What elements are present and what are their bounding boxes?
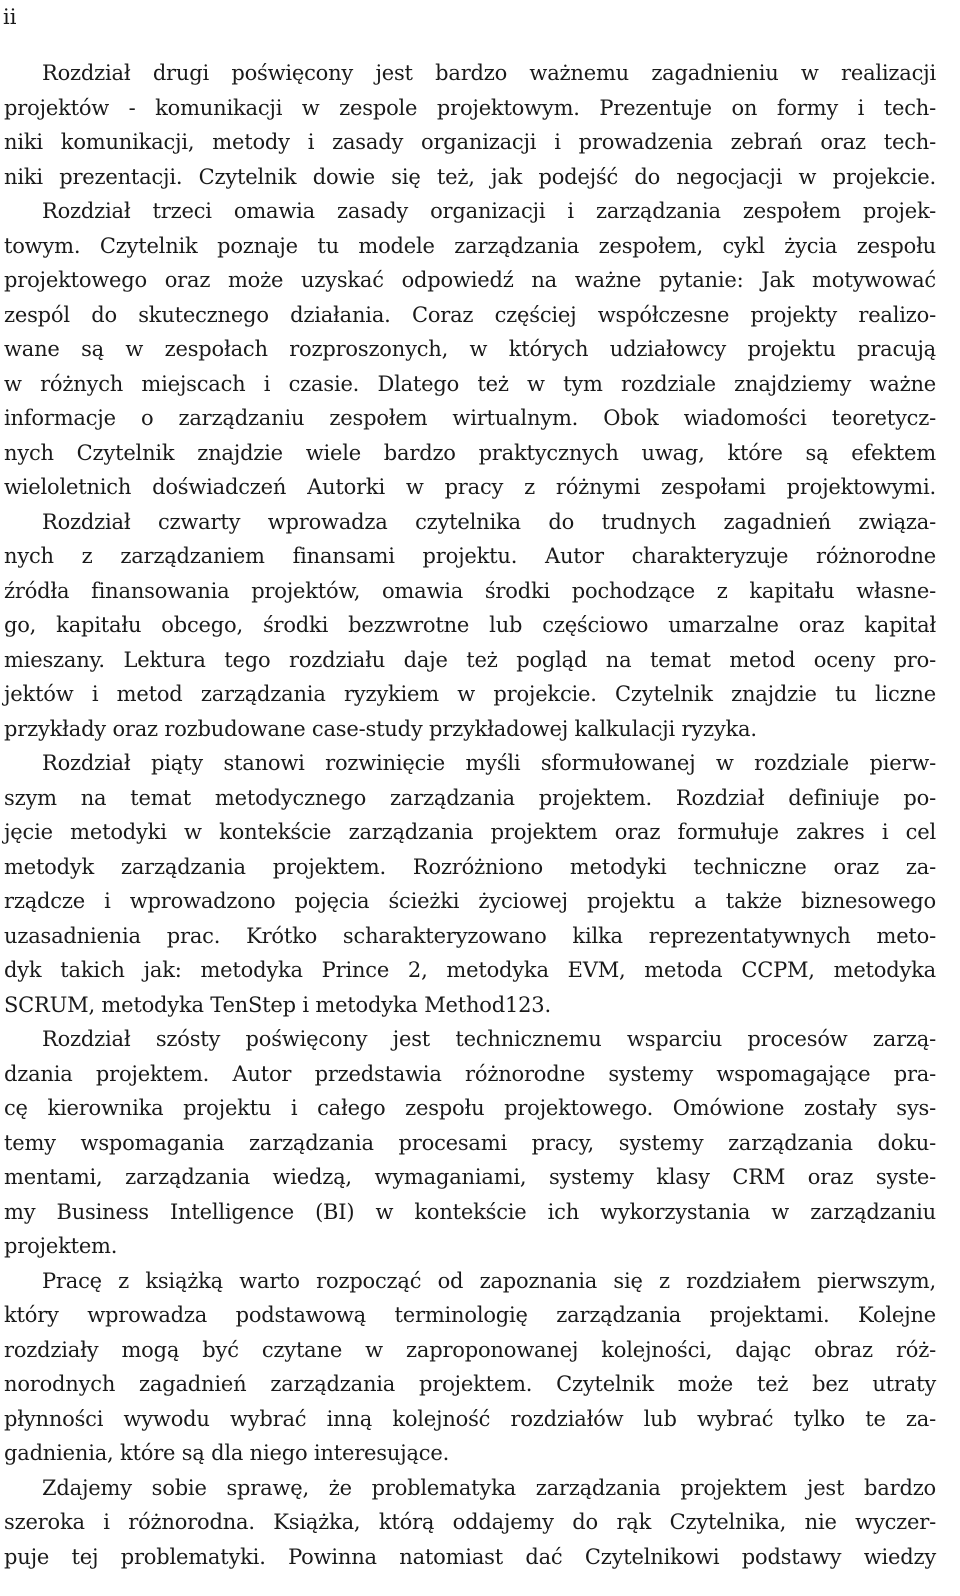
- text-line: Rozdział trzeci omawia zasady organizacji i zarządzania zespołem projek-: [42, 199, 936, 223]
- text-line: który wprowadza podstawową terminologię zarządzania projektami. Kolejne: [4, 1303, 936, 1327]
- text-line: rozdziały mogą być czytane w zaproponowanej kolejności, dając obraz róż-: [4, 1337, 936, 1362]
- page-number: ii: [3, 5, 17, 29]
- text-line: cę kierownika projektu i całego zespołu projektowego. Omówione zostały sys-: [4, 1096, 936, 1120]
- text-line: informacje o zarządzaniu zespołem wirtualnym. Obok wiadomości teoretycz-: [4, 406, 936, 430]
- text-line: płynności wywodu wybrać inną kolejność rozdziałów lub wybrać tylko te za-: [4, 1406, 936, 1431]
- paragraph-closing: [4, 1471, 936, 1575]
- text-line: towym. Czytelnik poznaje tu modele zarządzania zespołem, cykl życia zespołu: [4, 233, 936, 258]
- text-line: Rozdział drugi poświęcony jest bardzo ważnemu zagadnieniu w realizacji: [42, 61, 936, 85]
- paragraph-chapter-5: [4, 746, 936, 1022]
- text-line: Rozdział szósty poświęcony jest technicznemu wsparciu procesów zarzą-: [42, 1027, 936, 1051]
- text-line: jęcie metodyki w kontekście zarządzania projektem oraz formułuje zakres i cel: [4, 820, 936, 844]
- text-line: my Business Intelligence (BI) w kontekście ich wykorzystania w zarządzaniu: [4, 1199, 936, 1224]
- text-line: Zdajemy sobie sprawę, że problematyka zarządzania projektem jest bardzo: [42, 1475, 936, 1500]
- text-line: źródła finansowania projektów, omawia środki pochodzące z kapitału własne-: [4, 578, 936, 603]
- paragraph-chapter-2: [4, 56, 936, 194]
- text-line: dzania projektem. Autor przedstawia różnorodne systemy wspomagające pra-: [4, 1061, 936, 1086]
- text-line: Pracę z książką warto rozpocząć od zapoznania się z rozdziałem pierwszym,: [42, 1268, 936, 1293]
- text-line: Rozdział piąty stanowi rozwinięcie myśli sformułowanej w rozdziale pierw-: [42, 751, 936, 775]
- text-line: przykłady oraz rozbudowane case-study przykładowej kalkulacji ryzyka.: [4, 716, 757, 741]
- text-line: mieszany. Lektura tego rozdziału daje też pogląd na temat metod oceny pro-: [4, 647, 936, 672]
- text-line: wane są w zespołach rozproszonych, w których udziałowcy projektu pracują: [4, 337, 936, 361]
- text-line: uzasadnienia prac. Krótko scharakteryzowano kilka reprezentatywnych meto-: [4, 923, 936, 948]
- text-line: projektowego oraz może uzyskać odpowiedź na ważne pytanie: Jak motywować: [4, 268, 936, 292]
- text-line: szym na temat metodycznego zarządzania projektem. Rozdział definiuje po-: [4, 785, 936, 810]
- paragraph-reading-advice: [4, 1264, 936, 1471]
- text-line: niki komunikacji, metody i zasady organizacji i prowadzenia zebrań oraz tech-: [4, 130, 936, 154]
- paragraph-chapter-6: [4, 1022, 936, 1264]
- text-line: projektów - komunikacji w zespole projektowym. Prezentuje on formy i tech-: [4, 95, 936, 120]
- text-line: temy wspomagania zarządzania procesami pracy, systemy zarządzania doku-: [4, 1130, 936, 1155]
- text-line: zespól do skutecznego działania. Coraz częściej współczesne projekty realizo-: [4, 302, 936, 327]
- text-line: norodnych zagadnień zarządzania projektem. Czytelnik może też bez utraty: [4, 1372, 936, 1396]
- text-line: szeroka i różnorodna. Książka, którą oddajemy do rąk Czytelnika, nie wyczer-: [4, 1510, 936, 1534]
- text-line: mentami, zarządzania wiedzą, wymaganiami, systemy klasy CRM oraz syste-: [4, 1165, 936, 1189]
- text-line: wieloletnich doświadczeń Autorki w pracy z różnymi zespołami projektowymi.: [4, 475, 936, 499]
- text-line: niki prezentacji. Czytelnik dowie się też, jak podejść do negocjacji w projekcie.: [4, 164, 936, 189]
- text-line: rządcze i wprowadzono pojęcia ścieżki życiowej projektu a także biznesowego: [4, 889, 936, 913]
- text-line: jektów i metod zarządzania ryzykiem w projekcie. Czytelnik znajdzie tu liczne: [4, 682, 936, 706]
- paragraph-chapter-3: [4, 194, 936, 505]
- text-line: nych Czytelnik znajdzie wiele bardzo praktycznych uwag, które są efektem: [4, 440, 936, 465]
- text-line: Rozdział czwarty wprowadza czytelnika do trudnych zagadnień związa-: [42, 509, 936, 534]
- document-body: [4, 56, 936, 1574]
- text-line: gadnienia, które są dla niego interesujące.: [4, 1441, 450, 1465]
- text-line: puje tej problematyki. Powinna natomiast dać Czytelnikowi podstawy wiedzy: [4, 1544, 936, 1569]
- text-line: dyk takich jak: metodyka Prince 2, metodyka EVM, metoda CCPM, metodyka: [4, 958, 936, 982]
- text-line: nych z zarządzaniem finansami projektu. Autor charakteryzuje różnorodne: [4, 544, 936, 568]
- paragraph-chapter-4: [4, 505, 936, 747]
- text-line: go, kapitału obcego, środki bezzwrotne lub częściowo umarzalne oraz kapitał: [4, 613, 936, 637]
- text-line: SCRUM, metodyka TenStep i metodyka Method123.: [4, 992, 551, 1017]
- text-line: metodyk zarządzania projektem. Rozróżniono metodyki techniczne oraz za-: [4, 854, 936, 879]
- text-line: w różnych miejscach i czasie. Dlatego też w tym rozdziale znajdziemy ważne: [4, 371, 936, 396]
- text-line: projektem.: [4, 1234, 118, 1258]
